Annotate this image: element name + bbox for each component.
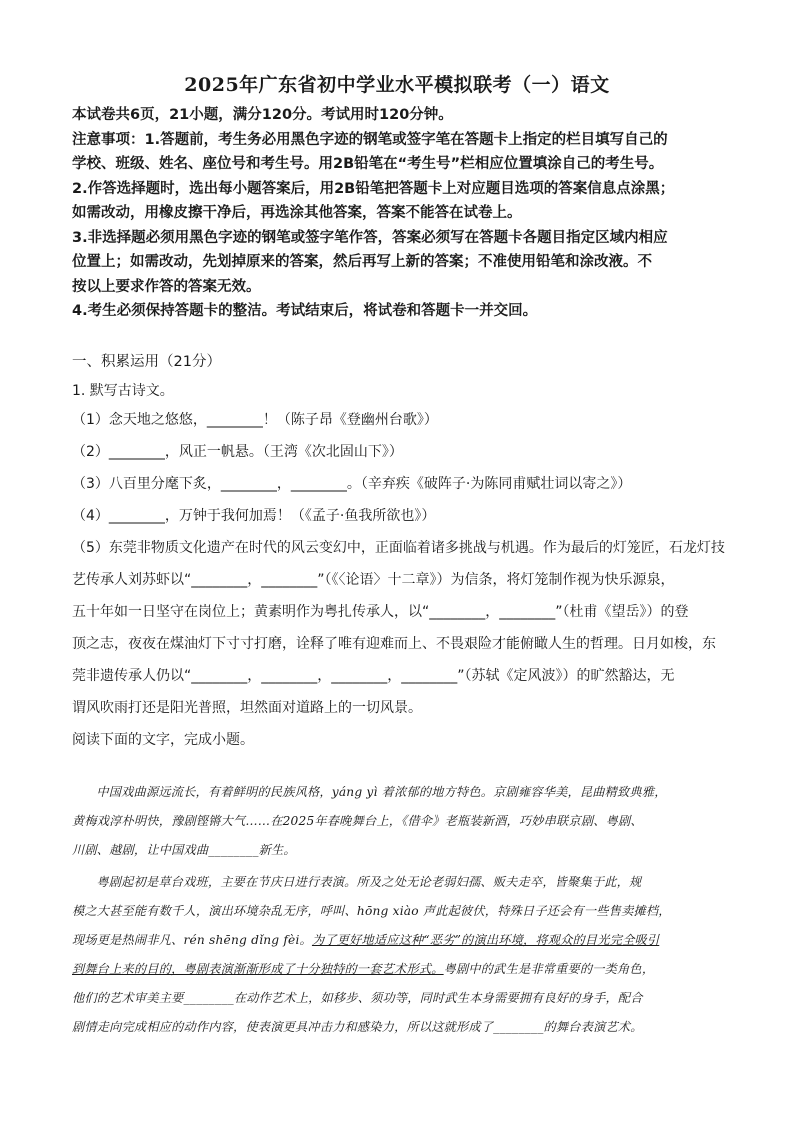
question-item: （1）念天地之悠悠，________！（陈子昂《登幽州台歌》） — [72, 412, 438, 428]
notice-line: 位置上；如需改动，先划掉原来的答案，然后再写上新的答案；不准使用铅笔和涂改液。不 — [72, 254, 652, 270]
reading-instruction: 阅读下面的文字，完成小题。 — [72, 732, 254, 748]
notice-line: 学校、班级、姓名、座位号和考生号。用2B铅笔在“考生号”栏相应位置填涂自己的考生号。 — [72, 156, 664, 172]
question-item: 五十年如一日坚守在岗位上；黄素明作为粤扎传承人，以“________，________”（杜甫《望岳》）的登 — [72, 604, 689, 620]
passage-line — [72, 926, 732, 955]
passage-line: 黄梅戏淳朴明快，豫剧铿锵大气……在2025年春晚舞台上，《借伞》老瓶装新酒，巧妙串联京剧、粤剧、 — [72, 814, 643, 828]
passage-paragraph-1 — [72, 778, 732, 865]
passage-line: 川剧、越剧，让中国戏曲________新生。 — [72, 843, 296, 857]
question-item: 谓风吹雨打还是阳光普照，坦然面对道路上的一切风景。 — [72, 700, 422, 716]
passage-line: 剧情走向完成相应的动作内容，使表演更具冲击力和感染力，所以这就形成了________的舞台表演艺术。 — [72, 1020, 643, 1034]
question-item: （3）八百里分麾下炙，________，________。（辛弃疾《破阵子·为陈同甫赋壮词以寄之》） — [72, 476, 632, 492]
notice-line: 注意事项：1.答题前，考生务必用黑色字迹的钢笔或签字笔在答题卡上指定的栏目填写自己的 — [72, 131, 668, 148]
page-title: 2025年广东省初中学业水平模拟联考（一）语文 — [184, 74, 610, 96]
passage-line: 他们的艺术审美主要________在动作艺术上，如移步、须功等，同时武生本身需要拥有良好的身手，配合 — [72, 991, 643, 1005]
passage-line: 中国戏曲源远流长，有着鲜明的民族风格，yáng yì 着浓郁的地方特色。京剧雍容华美，昆曲精致典雅， — [96, 785, 667, 799]
section-accumulation — [72, 346, 732, 756]
passage-text: 现场更是热闹非凡、rén shēng dǐng fèi。 — [72, 933, 312, 947]
question-item: 顶之志，夜夜在煤油灯下寸寸打磨，诠释了唯有迎难而上、不畏艰险才能俯瞰人生的哲理。日月如梭，东 — [72, 636, 716, 652]
underlined-sentence: 为了更好地适应这种“恶劣”的演出环境，将观众的目光完全吸引 — [311, 933, 660, 947]
question-item: （5）东莞非物质文化遗产在时代的风云变幻中，正面临着诸多挑战与机遇。作为最后的灯笼匠，石龙灯技 — [72, 540, 725, 556]
question-item: 莞非遗传承人仍以“________，________，________，________”（苏轼《定风波》）的旷然豁达，无 — [72, 668, 675, 684]
notice-line: 3.非选择题必须用黑色字迹的钢笔或签字笔作答，答案必须写在答题卡各题目指定区域内相应 — [72, 229, 668, 246]
passage-text: 粤剧中的武生是非常重要的一类角色， — [443, 962, 655, 976]
question-item: （2）________，风正一帆悬。（王湾《次北固山下》） — [72, 444, 403, 460]
exam-notice — [72, 103, 727, 324]
passage-paragraph-2 — [72, 868, 732, 1042]
reading-passage — [72, 778, 732, 1042]
underlined-sentence: 到舞台上来的目的，粤剧表演渐渐形成了十分独特的一套艺术形式。 — [72, 962, 444, 976]
passage-line: 模之大甚至能有数千人，演出环境杂乱无序，呼叫、hōng xiào 声此起彼伏，特殊日子还会有一些售卖摊档， — [72, 904, 671, 918]
question-item: （4）________，万钟于我何加焉！（《孟子·鱼我所欲也》） — [72, 508, 436, 524]
notice-line: 4.考生必须保持答题卡的整洁。考试结束后，将试卷和答题卡一并交回。 — [72, 303, 538, 319]
question-item: 艺传承人刘苏虾以“________，________”（《〈论语〉十二章》）为信条，将灯笼制作视为快乐源泉， — [72, 572, 675, 588]
notice-line: 2.作答选择题时，选出每小题答案后，用2B铅笔把答题卡上对应题目选项的答案信息点涂黑； — [72, 180, 675, 197]
notice-line: 按以上要求作答的答案无效。 — [72, 278, 261, 295]
passage-line: 粤剧起初是草台戏班，主要在节庆日进行表演。所及之处无论老弱妇孺、贩夫走卒，皆聚集于此，规 — [96, 875, 642, 889]
section-heading: 一、积累运用（21分） — [72, 354, 221, 370]
notice-line: 本试卷共6页，21小题，满分120分。考试用时120分钟。 — [72, 107, 453, 123]
question-label: 1. 默写古诗文。 — [72, 383, 174, 399]
notice-line: 如需改动，用橡皮擦干净后，再选涂其他答案，答案不能答在试卷上。 — [72, 205, 522, 221]
passage-line — [72, 955, 732, 984]
